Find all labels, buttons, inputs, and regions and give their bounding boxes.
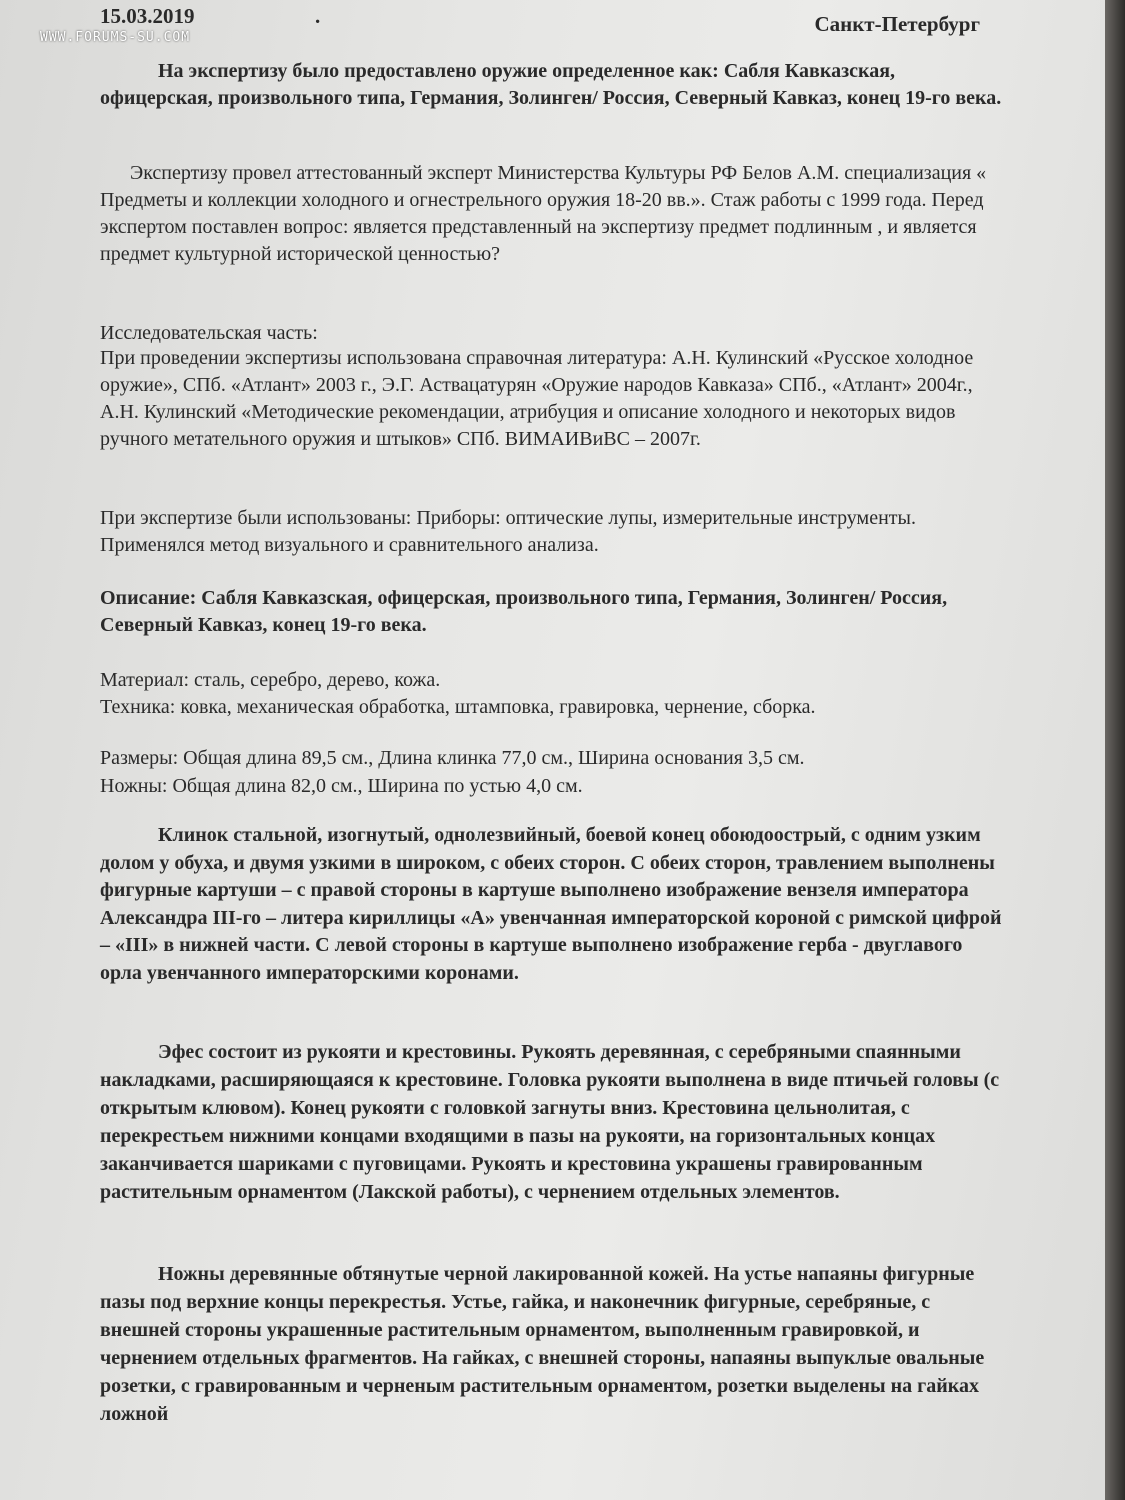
research-paragraph: При проведении экспертизы использована справочная литература: А.Н. Кулинский «Русское холодное оружие», СПб. «Атлант» 2003 г., Э.Г. Аствацатурян «Оружие народов Кавказа» СПб., «Атлант» 2004г., А.Н. Кулинский «Методические рекомендации, атрибуция и описание холодного и некоторых видов ручного метательного оружия и штыков» СПб. ВИМАИВиВС – 2007г. <box>100 347 974 450</box>
blade-paragraph: Клинок стальной, изогнутый, однолезвийный, боевой конец обоюдоострый, с одним узким долом у обуха, и двумя узкими в широком, с обеих сторон. С обеих сторон, травлением выполнены фигурные картуши – с правой стороны в картуше выполнено изображение вензеля императора Александра III-го – литера кириллицы «А» увенчанная императорской короной с римской цифрой – «III» в нижней части. С левой стороны в картуше выполнено изображение герба - двуглавого орла увенчанного императорскими коронами. <box>100 824 1002 984</box>
document-date: 15.03.2019 <box>100 4 195 28</box>
header-dot: . <box>315 4 321 28</box>
watermark: WWW.FORUMS-SU.COM <box>40 30 191 45</box>
description-paragraph: Описание: Сабля Кавказская, офицерская, произвольного типа, Германия, Золинген/ Россия, Северный Кавказ, конец 19-го века. <box>100 587 948 636</box>
scabbard-sizes-line: Ножны: Общая длина 82,0 см., Ширина по устью 4,0 см. <box>100 775 583 797</box>
technique-line: Техника: ковка, механическая обработка, штамповка, гравировка, чернение, сборка. <box>100 696 816 718</box>
material-line: Материал: сталь, серебро, дерево, кожа. <box>100 669 441 691</box>
document-city: Санкт-Петербург <box>814 12 980 36</box>
instruments-paragraph: При экспертизе были использованы: Приборы: оптические лупы, измерительные инструменты. Применялся метод визуального и сравнительного анализа. <box>100 507 916 556</box>
document-header <box>100 4 980 36</box>
sizes-line: Размеры: Общая длина 89,5 см., Длина клинка 77,0 см., Ширина основания 3,5 см. <box>100 747 805 769</box>
page-edge-shadow <box>1105 0 1125 1500</box>
expert-paragraph: Экспертизу провел аттестованный эксперт Министерства Культуры РФ Белов А.М. специализация « Предметы и коллекции холодного и огнестрельного оружия 18-20 вв.». Стаж работы с 1999 года. Перед экспертом поставлен вопрос: является представленный на экспертизу предмет подлинным , и является предмет культурной исторической ценностью? <box>100 162 987 265</box>
scabbard-paragraph: Ножны деревянные обтянутые черной лакированной кожей. На устье напаяны фигурные пазы под верхние концы перекрестья. Устье, гайка, и наконечник фигурные, серебряные, с внешней стороны украшенные растительным орнаментом, выполненным гравировкой, и чернением отдельных фрагментов. На гайках, с внешней стороны, напаяны выпуклые овальные розетки, с гравированным и черненым растительным орнаментом, розетки выделены на гайках ложной <box>100 1263 985 1425</box>
intro-paragraph: На экспертизу было предоставлено оружие определенное как: Сабля Кавказская, офицерская, произвольного типа, Германия, Золинген/ Россия, Северный Кавказ, конец 19-го века. <box>100 60 1002 109</box>
research-title: Исследовательская часть: <box>100 322 318 344</box>
hilt-paragraph: Эфес состоит из рукояти и крестовины. Рукоять деревянная, с серебряными спаянными накладками, расширяющаяся к крестовине. Головка рукояти выполнена в виде птичьей головы (с открытым клювом). Конец рукояти с головкой загнуты вниз. Крестовина цельнолитая, с перекрестьем нижними концами входящими в пазы на рукояти, на горизонтальных концах заканчивается шариками с пуговицами. Рукоять и крестовина украшены гравированным растительным орнаментом (Лакской работы), с чернением отдельных элементов. <box>100 1041 1000 1203</box>
